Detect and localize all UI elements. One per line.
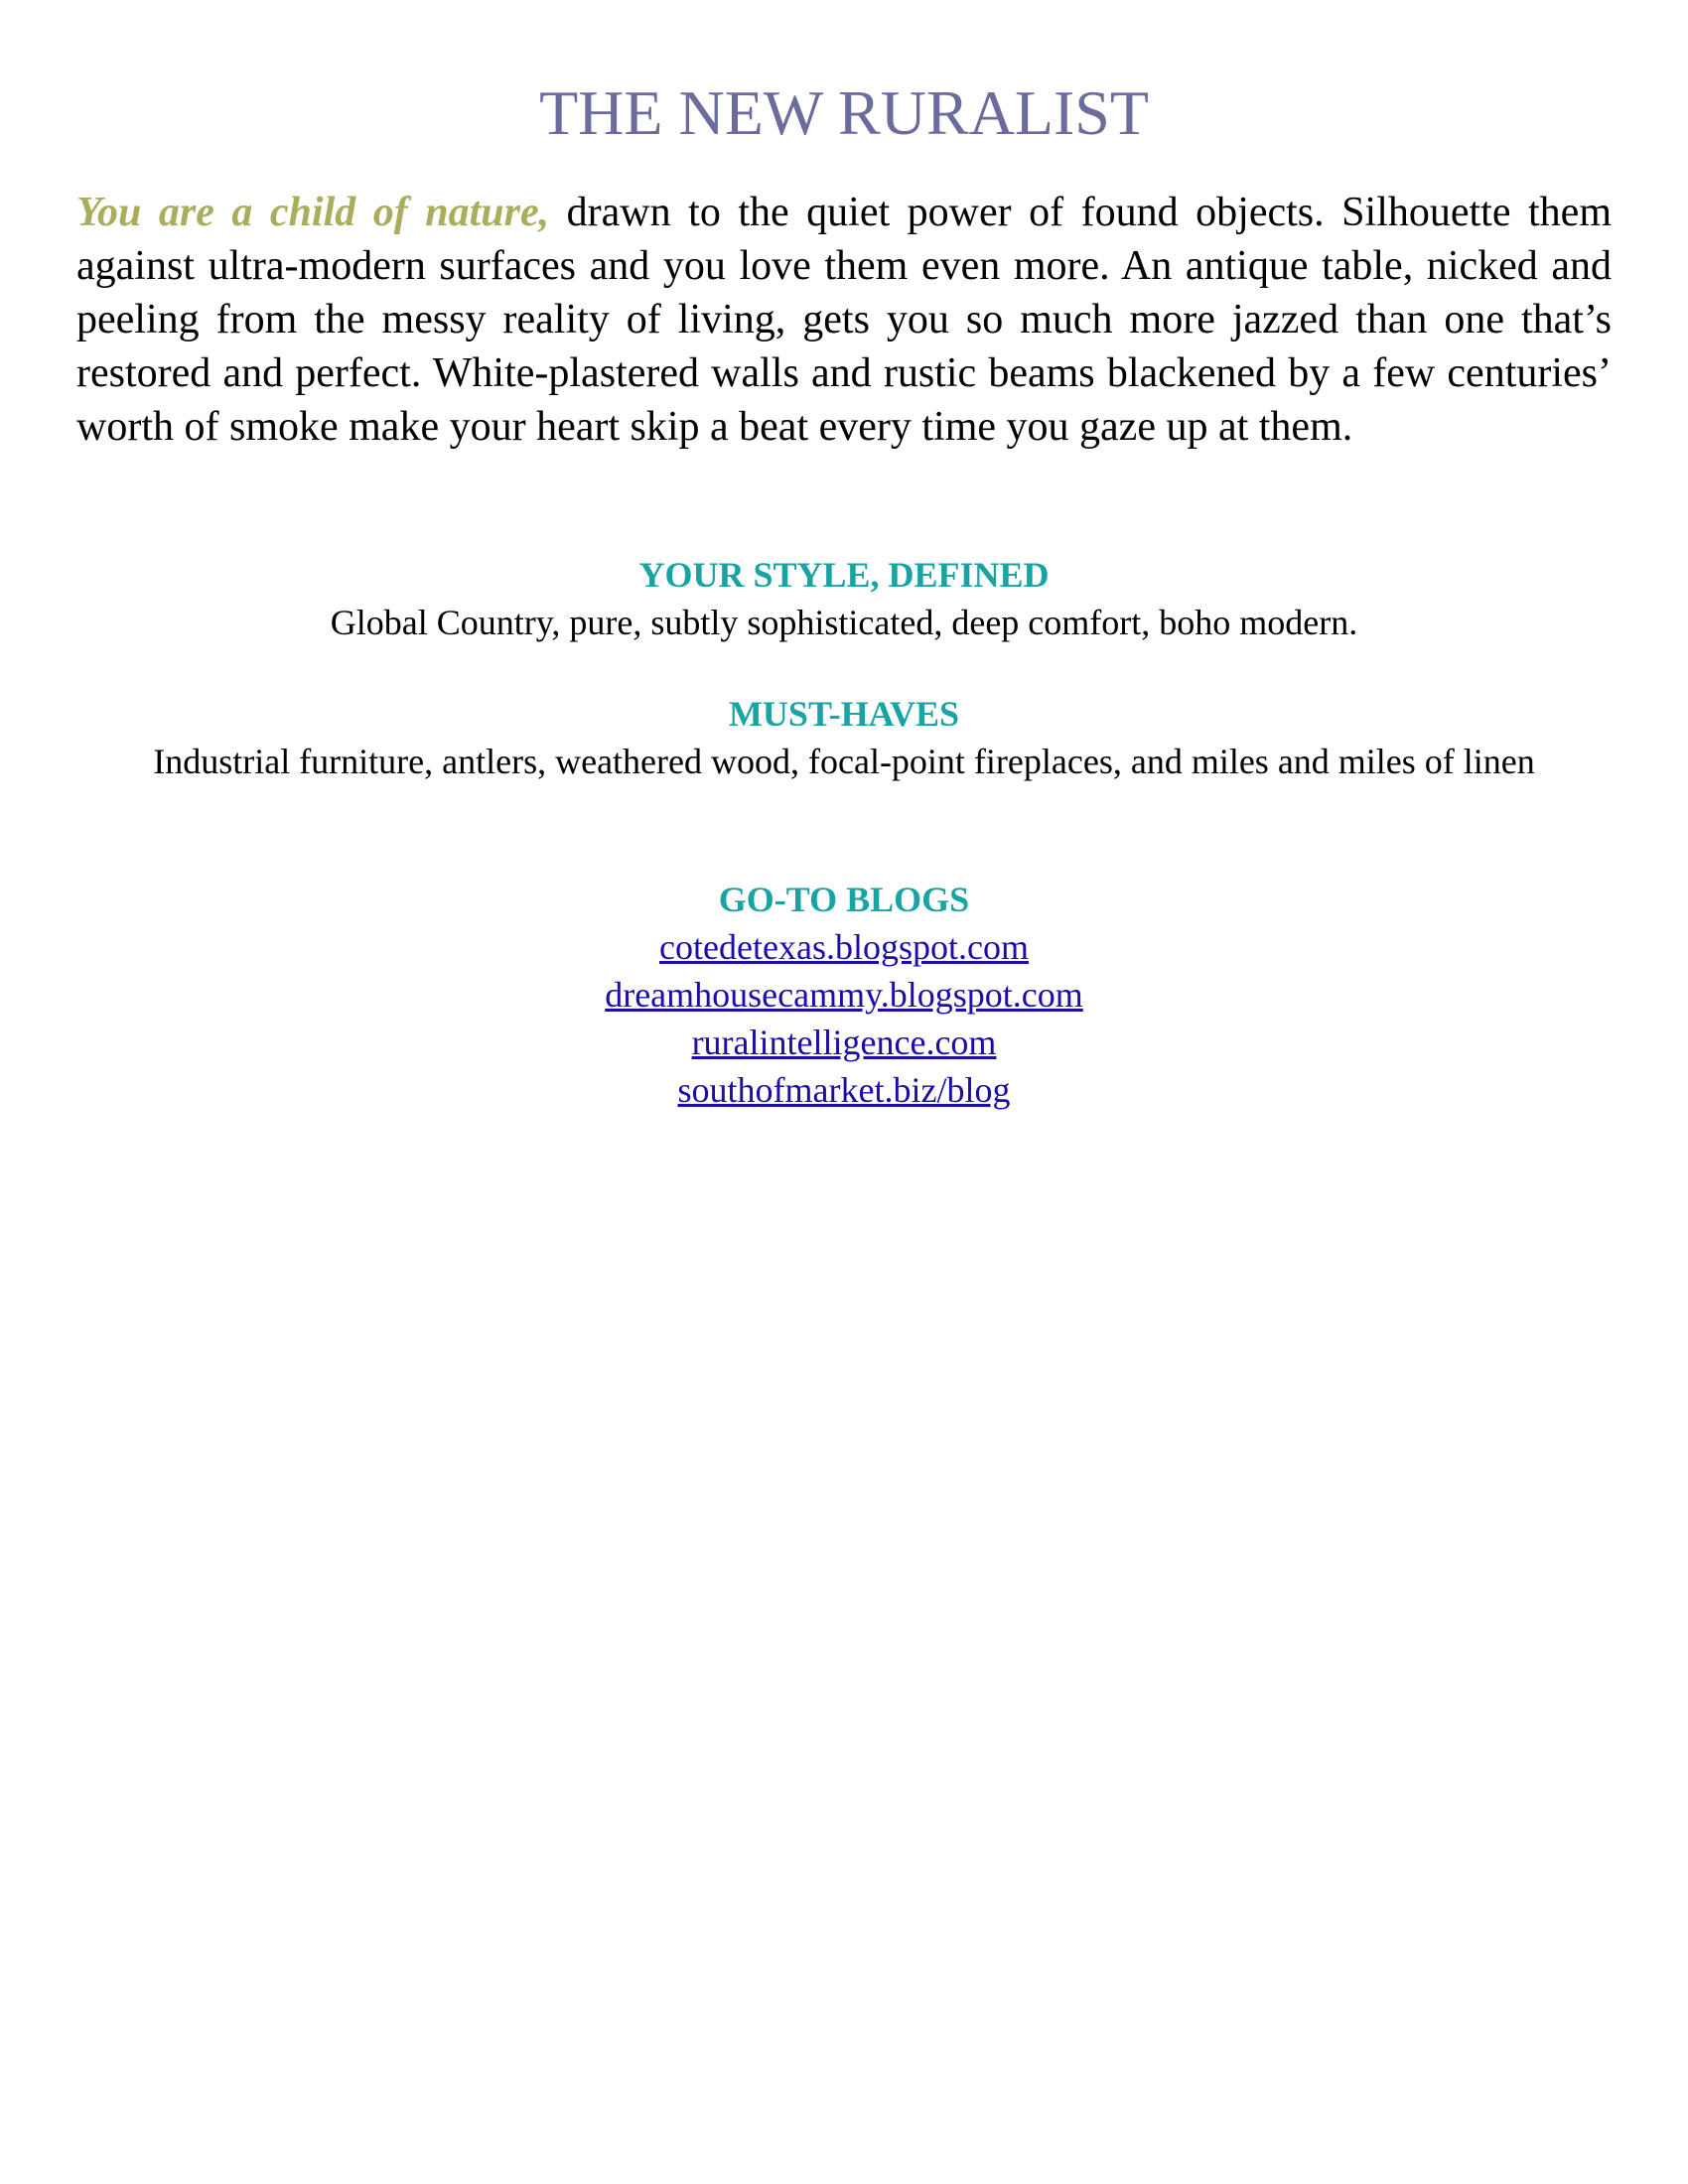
list-item [0,923,1688,971]
must-haves-heading: MUST-HAVES [728,694,960,734]
intro-text: drawn to the quiet power of found objects. Silhouette them against ultra-modern surfaces and you love them even more. An antique table, nicked and peeling from the messy reality of living, gets you so much more jazzed than one that’s restored and perfect. White-plastered walls and rustic beams blackened by a few centuries’ worth of smoke make your heart skip a beat every time you gaze up at them. [76,190,1612,450]
go-to-blogs-heading: GO-TO BLOGS [718,880,970,919]
page-title: THE NEW RURALIST [539,77,1149,148]
blog-link-southofmarket[interactable]: southofmarket.biz/blog [677,1070,1011,1110]
blog-link-ruralintelligence[interactable]: ruralintelligence.com [691,1023,997,1062]
list-item [0,1066,1688,1114]
intro-lead: You are a child of nature, [76,190,550,235]
list-item [0,1019,1688,1066]
blog-link-dreamhousecammy[interactable]: dreamhousecammy.blogspot.com [605,975,1083,1015]
intro-paragraph [76,186,1612,454]
blog-link-cotedetexas[interactable]: cotedetexas.blogspot.com [659,927,1029,967]
must-haves-text: Industrial furniture, antlers, weathered wood, focal-point fireplaces, and miles and miles of linen [153,742,1535,781]
list-item [0,971,1688,1019]
style-defined-text: Global Country, pure, subtly sophisticated, deep comfort, boho modern. [330,603,1358,642]
blog-link-list [0,923,1688,1114]
style-defined-heading: YOUR STYLE, DEFINED [638,555,1050,595]
